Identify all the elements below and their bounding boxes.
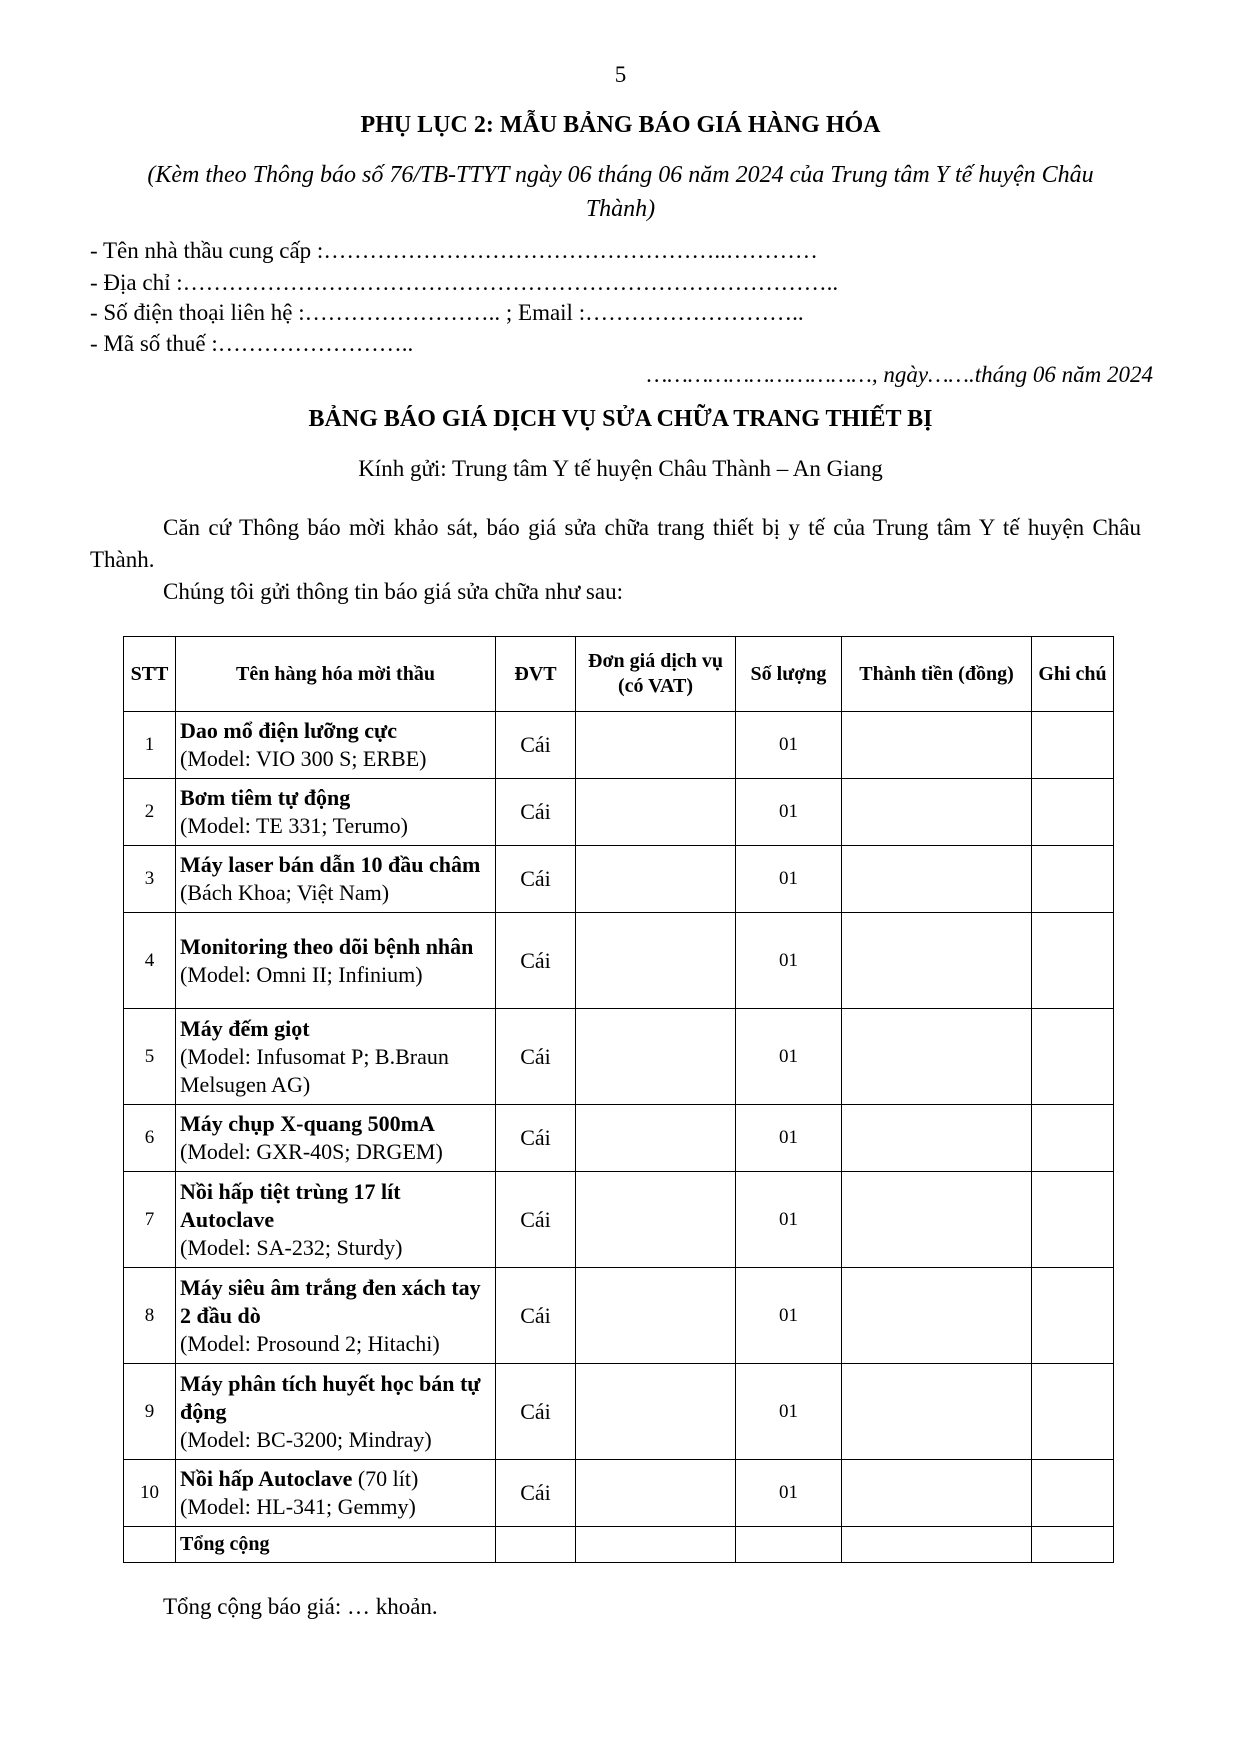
row-note <box>1032 1172 1114 1268</box>
row-total <box>842 1268 1032 1364</box>
row-stt: 8 <box>124 1268 176 1364</box>
row-item-name <box>176 1460 496 1527</box>
row-unit: Cái <box>496 1009 576 1105</box>
row-item-name <box>176 846 496 913</box>
address-field: - Địa chỉ :………………………………………………………………………….. <box>90 270 839 295</box>
row-qty: 01 <box>736 1460 842 1527</box>
row-unit: Cái <box>496 1364 576 1460</box>
header-total: Thành tiền (đồng) <box>842 637 1032 712</box>
table-row <box>124 913 1114 1009</box>
page-number: 5 <box>614 62 627 87</box>
row-price <box>576 1268 736 1364</box>
row-item-name <box>176 779 496 846</box>
table-row <box>124 846 1114 913</box>
row-item-name <box>176 1268 496 1364</box>
footer-total-line: Tổng cộng báo giá: … khoản. <box>163 1594 438 1619</box>
item-model: (Model: Infusomat P; B.Braun Melsugen AG) <box>180 1043 449 1097</box>
total-note <box>1032 1527 1114 1563</box>
row-item-name <box>176 712 496 779</box>
table-row <box>124 1172 1114 1268</box>
row-item-name <box>176 1105 496 1172</box>
row-total <box>842 1460 1032 1527</box>
item-model: (Model: SA-232; Sturdy) <box>180 1234 403 1260</box>
row-unit: Cái <box>496 1172 576 1268</box>
total-unit <box>496 1527 576 1563</box>
quote-title: BẢNG BÁO GIÁ DỊCH VỤ SỬA CHỮA TRANG THIẾT BỊ <box>308 406 933 432</box>
header-note: Ghi chú <box>1032 637 1114 712</box>
row-item-name <box>176 1172 496 1268</box>
row-price <box>576 1172 736 1268</box>
row-price <box>576 1364 736 1460</box>
row-price <box>576 1460 736 1527</box>
total-amount <box>842 1527 1032 1563</box>
item-name-bold: Dao mổ điện lưỡng cực <box>180 718 398 743</box>
row-note <box>1032 1364 1114 1460</box>
row-stt: 4 <box>124 913 176 1009</box>
row-price <box>576 846 736 913</box>
row-note <box>1032 779 1114 846</box>
item-name-bold: Nồi hấp Autoclave <box>180 1466 353 1491</box>
table-row <box>124 712 1114 779</box>
intro-paragraph-2: Chúng tôi gửi thông tin báo giá sửa chữa như sau: <box>163 579 623 604</box>
item-model: (Model: GXR-40S; DRGEM) <box>180 1139 443 1164</box>
row-unit: Cái <box>496 913 576 1009</box>
row-qty: 01 <box>736 846 842 913</box>
intro-paragraph: Căn cứ Thông báo mời khảo sát, báo giá sửa chữa trang thiết bị y tế của Trung tâm Y tế huyện Châu Thành. <box>90 515 1141 572</box>
item-model: (Model: BC-3200; Mindray) <box>180 1426 432 1452</box>
item-name-bold: Máy phân tích huyết học bán tự động <box>180 1370 481 1424</box>
item-name-bold: Máy siêu âm trắng đen xách tay 2 đầu dò <box>180 1274 481 1328</box>
total-label: Tổng cộng <box>176 1527 496 1563</box>
row-total <box>842 846 1032 913</box>
row-unit: Cái <box>496 1460 576 1527</box>
row-qty: 01 <box>736 1364 842 1460</box>
row-price <box>576 1105 736 1172</box>
row-unit: Cái <box>496 846 576 913</box>
header-unit: ĐVT <box>496 637 576 712</box>
row-note <box>1032 846 1114 913</box>
recipient-line: Kính gửi: Trung tâm Y tế huyện Châu Thành – An Giang <box>358 456 883 481</box>
row-qty: 01 <box>736 779 842 846</box>
row-price <box>576 712 736 779</box>
appendix-title: PHỤ LỤC 2: MẪU BẢNG BÁO GIÁ HÀNG HÓA <box>360 112 881 138</box>
row-qty: 01 <box>736 913 842 1009</box>
header-qty: Số lượng <box>736 637 842 712</box>
table-row <box>124 1364 1114 1460</box>
header-name: Tên hàng hóa mời thầu <box>176 637 496 712</box>
item-model: (70 lít) (Model: HL-341; Gemmy) <box>180 1466 419 1519</box>
row-total <box>842 1364 1032 1460</box>
row-qty: 01 <box>736 1172 842 1268</box>
row-note <box>1032 712 1114 779</box>
row-total <box>842 913 1032 1009</box>
total-stt <box>124 1527 176 1563</box>
row-total <box>842 1172 1032 1268</box>
quote-table <box>123 636 1114 1563</box>
row-note <box>1032 1460 1114 1527</box>
header-stt: STT <box>124 637 176 712</box>
row-total <box>842 1105 1032 1172</box>
row-stt: 7 <box>124 1172 176 1268</box>
phone-email-field: - Số điện thoại liên hệ :…………………….. ; Email :……………………….. <box>90 300 804 325</box>
row-unit: Cái <box>496 1268 576 1364</box>
row-stt: 5 <box>124 1009 176 1105</box>
row-qty: 01 <box>736 1105 842 1172</box>
row-stt: 3 <box>124 846 176 913</box>
row-item-name <box>176 1364 496 1460</box>
row-note <box>1032 1009 1114 1105</box>
header-price: Đơn giá dịch vụ (có VAT) <box>576 637 736 712</box>
table-row <box>124 1460 1114 1527</box>
tax-code-field: - Mã số thuế :…………………….. <box>90 331 414 356</box>
item-model: (Model: Prosound 2; Hitachi) <box>180 1330 440 1356</box>
appendix-subtitle: (Kèm theo Thông báo số 76/TB-TTYT ngày 06 tháng 06 năm 2024 của Trung tâm Y tế huyện Châu Thành) <box>147 162 1094 222</box>
row-qty: 01 <box>736 712 842 779</box>
row-stt: 6 <box>124 1105 176 1172</box>
date-line: ……………………………, ngày…….tháng 06 năm 2024 <box>646 362 1153 387</box>
row-unit: Cái <box>496 779 576 846</box>
row-item-name <box>176 1009 496 1105</box>
table-row <box>124 779 1114 846</box>
row-price <box>576 779 736 846</box>
table-row <box>124 1009 1114 1105</box>
table-header-row <box>124 637 1114 712</box>
row-stt: 2 <box>124 779 176 846</box>
table-row <box>124 1105 1114 1172</box>
item-name-bold: Bơm tiêm tự động <box>180 785 351 810</box>
row-price <box>576 1009 736 1105</box>
row-unit: Cái <box>496 1105 576 1172</box>
row-note <box>1032 1268 1114 1364</box>
row-total <box>842 712 1032 779</box>
row-qty: 01 <box>736 1268 842 1364</box>
total-price <box>576 1527 736 1563</box>
item-model: (Model: Omni II; Infinium) <box>180 961 423 987</box>
row-stt: 1 <box>124 712 176 779</box>
row-unit: Cái <box>496 712 576 779</box>
row-note <box>1032 1105 1114 1172</box>
item-name-bold: Monitoring theo dõi bệnh nhân <box>180 933 474 959</box>
row-stt: 9 <box>124 1364 176 1460</box>
item-model: (Model: VIO 300 S; ERBE) <box>180 746 427 771</box>
item-model: (Model: TE 331; Terumo) <box>180 813 409 838</box>
row-qty: 01 <box>736 1009 842 1105</box>
table-row <box>124 1268 1114 1364</box>
row-total <box>842 779 1032 846</box>
row-item-name <box>176 913 496 1009</box>
total-qty <box>736 1527 842 1563</box>
contractor-field: - Tên nhà thầu cung cấp :……………………………………………..………… <box>90 238 818 263</box>
item-model: (Bách Khoa; Việt Nam) <box>180 880 390 905</box>
item-name-bold: Máy đếm giọt <box>180 1015 310 1041</box>
table-total-row <box>124 1527 1114 1563</box>
row-total <box>842 1009 1032 1105</box>
row-price <box>576 913 736 1009</box>
item-name-bold: Máy laser bán dẫn 10 đầu châm <box>180 852 481 877</box>
item-name-bold: Máy chụp X-quang 500mA <box>180 1111 435 1136</box>
item-name-bold: Nồi hấp tiệt trùng 17 lít Autoclave <box>180 1178 401 1232</box>
row-note <box>1032 913 1114 1009</box>
row-stt: 10 <box>124 1460 176 1527</box>
